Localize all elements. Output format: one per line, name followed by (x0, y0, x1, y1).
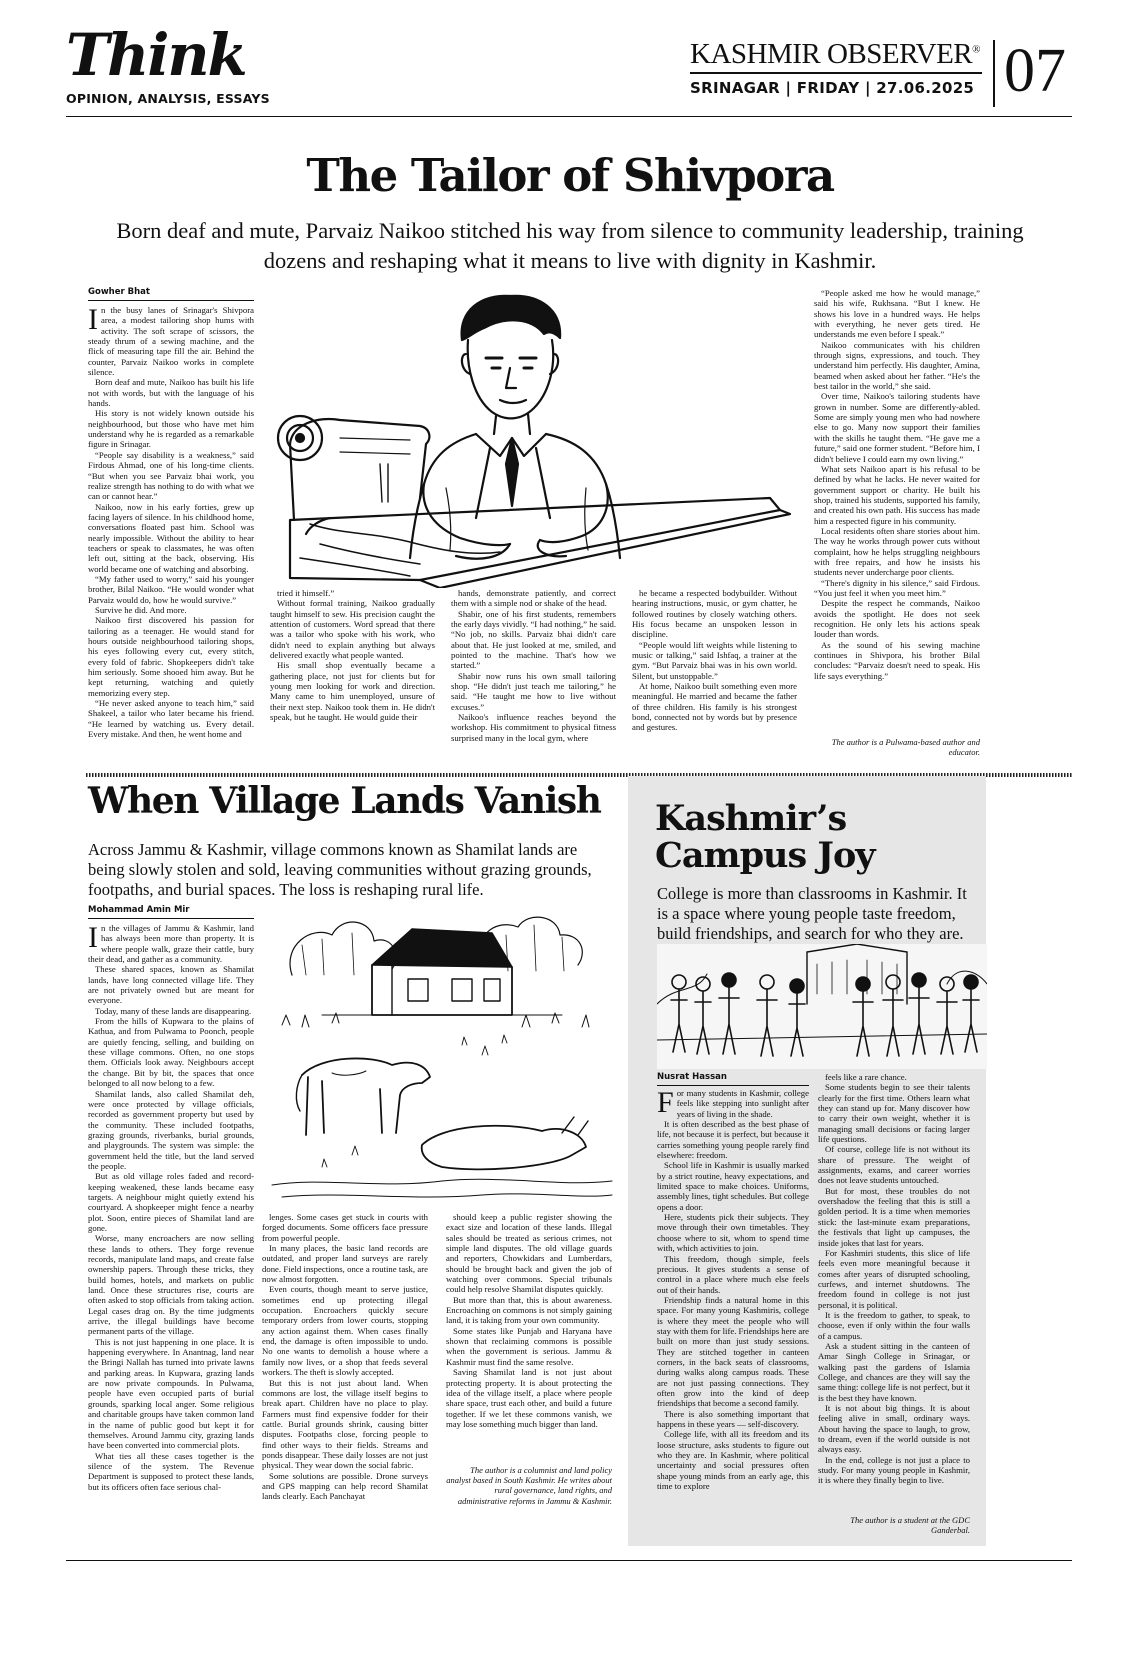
paragraph: For Kashmiri students, this slice of life feels even more meaningful because it comes after years of disrupted schooling, curfews, and internet shutdowns. The freedom found in college is not just personal, it is political. (818, 1247, 970, 1310)
paragraph: But this is not just about land. When commons are lost, the village itself begins to break apart. Children have no place to play. Farmers must find expensive fodder for their cattle. Burial grounds shrink, causing bitter disputes. Footpaths close, forcing people to find other ways to their fields. Streams and ponds disappear. These daily losses are not just physical. They wear down the social fabric. (262, 1377, 428, 1471)
paragraph: he became a respected bodybuilder. Without hearing instructions, music, or gym chatter, he followed routines by closely watching others. His focus became an unspoken lesson in discipline. (632, 588, 797, 640)
column-body (270, 588, 435, 722)
lead-text: n the busy lanes of Srinagar's Shivpora area, a modest tailoring shop hums with activity. The soft scrape of scissors, the steady thrum of a sewing machine, and the flick of measuring tape fill the air. Behind the counter, Parvaiz Naikoo works in complete silence. (88, 305, 254, 378)
paragraph: But as old village roles faded and record-keeping weakened, these lands became easy targets. A neighbour might quietly extend his courtyard. A shopkeeper might fence a nearby plot. Soon, entire pieces of Shamilat land are gone. (88, 1171, 254, 1233)
paragraph: There is also something important that happens in these years — self-discovery. (657, 1408, 809, 1429)
paragraph: hands, demonstrate patiently, and correct them with a simple nod or shake of the head. (451, 588, 616, 609)
paragraph: It is the freedom to gather, to speak, to choose, even if only within the four walls of a campus. (818, 1309, 970, 1341)
paragraph: His story is not widely known outside his neighbourhood, but those who have met him understand why he is regarded as a remarkable figure in Srinagar. (88, 408, 254, 450)
paragraph: Here, students pick their subjects. They move through their own timetables. They choose where to sit, whom to spend time with, which activities to join. (657, 1212, 809, 1254)
paragraph: It is not about big things. It is about feeling alive in small, ordinary ways. About having the space to laugh, to grow, to dream, even if the world outside is not always easy. (818, 1403, 970, 1455)
paragraph: As the sound of his sewing machine continues in Shivpora, his brother Bilal concludes: “Parvaiz doesn't need to speak. His life says everything.” (814, 639, 980, 681)
top-story-column-4 (632, 588, 797, 767)
registered-mark: ® (972, 43, 981, 56)
village-story-author-note: The author is a columnist and land policy analyst based in South Kashmir. He writes about rural governance, land rights, and administrative reforms in Jammu & Kashmir. (446, 1465, 612, 1506)
paragraph: At home, Naikoo built something even more meaningful. He married and became the father of three children. His family is his strongest bond, connected not by words but by presence and gestures. (632, 681, 797, 733)
paragraph: In the end, college is not just a place to study. For many young people in Kashmir, it is where they finally begin to live. (818, 1454, 970, 1486)
masthead-divider (993, 40, 995, 107)
village-story-column-3 (446, 1212, 612, 1452)
column-body (88, 377, 254, 739)
paragraph: It is often described as the best phase of life, not because it is perfect, but because it carries something young people rarely find elsewhere: freedom. (657, 1119, 809, 1161)
campus-story-column-2 (818, 1072, 970, 1504)
village-story-deck: Across Jammu & Kashmir, village commons known as Shamilat lands are being slowly stolen and sold, leaving communities without grazing grounds, footpaths, and burial spaces. The loss is reshaping rural life. (88, 840, 592, 899)
paragraph: Some states like Punjab and Haryana have shown that reclaiming commons is possible when the government is serious. Jammu & Kashmir must find the same resolve. (446, 1325, 612, 1367)
top-story-column-3 (451, 588, 616, 767)
paragraph: But for most, these troubles do not overshadow the feeling that this is still a golden period. It is a time when memories stick: the last-minute exam preparations, the festivals that light up campuses, the inside jokes that last for years. (818, 1185, 970, 1248)
top-story-column-1 (88, 305, 254, 767)
village-story-column-2 (262, 1212, 428, 1550)
paragraph: Shabir now runs his own small tailoring shop. “He didn't just teach me tailoring,” he said. “He taught me how to live without excuses.” (451, 670, 616, 712)
paragraph: Worse, many encroachers are now selling these lands to others. They forge revenue records, manipulate land maps, and create false ownership papers. Through these tricks, they build homes, hotels, and markets on public land. Once these structures rise, courts are often asked to stop officials from taking action. Legal cases drag on. By the time judgments arrive, the illegal buildings have become permanent parts of the village. (88, 1233, 254, 1337)
campus-story-author-note: The author is a student at the GDC Ganderbal. (850, 1515, 970, 1536)
top-story-headline: The Tailor of Shivpora (306, 149, 834, 202)
paragraph: “My father used to worry,” said his younger brother, Bilal Naikoo. “He would wonder what Parvaiz would do, how he would survive.” (88, 573, 254, 605)
paragraph: “He never asked anyone to teach him,” said Shakeel, a tailor who later became his friend. “He learned by watching us. Every detail. Every mistake. And then, he went home and (88, 698, 254, 740)
paragraph: What ties all these cases together is the silence of the system. The Revenue Department is supposed to protect these lands, but its officers often face serious chal- (88, 1450, 254, 1492)
paragraph: Shabir, one of his first students, remembers the early days vividly. “I had nothing,” he said. “No job, no skills. Parvaiz bhai didn't care about that. He just looked at me, smiled, and pointed to the machine. That's how we started.” (451, 608, 616, 671)
paragraph: “There's dignity in his silence,” said Firdous. “You just feel it when you meet him.” (814, 577, 980, 598)
lead-text: or many students in Kashmir, college feels like stepping into sunlight after years of living in the shade. (676, 1088, 809, 1119)
top-story-byline: Gowher Bhat (88, 287, 254, 301)
campus-story-deck: College is more than classrooms in Kashmir. It is a space where young people taste freedom, build friendships, and search for who they are. (657, 884, 967, 944)
paragraph: This is not just happening in one place. It is happening everywhere. In Anantnag, land near the Bringi Nallah has turned into private lawns and parking areas. In Kupwara, grazing lands are now private compounds. In Pulwama, people have even occupied parts of burial grounds, sparking local anger. Some religious and charitable groups have taken common land in the name of public good but kept it for themselves. Around Jammu city, grazing lands have been converted into commercial plots. (88, 1336, 254, 1451)
paragraph: Saving Shamilat land is not just about protecting property. It is about protecting the idea of the village itself, a place where people share space, trust each other, and build a future together. If we let these commons vanish, we may lose something much bigger than land. (446, 1367, 612, 1429)
village-illustration (262, 905, 614, 1205)
paragraph: Over time, Naikoo's tailoring students have grown in number. Some are differently-abled. Some are simply young men who had nowhere else to go. Many now support their families with the skills he taught them. “He gave me a future,” said one former student. “Before him, I didn't believe I could earn my own living.” (814, 391, 980, 464)
paragraph: College life, with all its freedom and its loose structure, asks students to figure out who they are. In Kashmir, where political uncertainty and social pressures often shape young minds from an early age, this time to explore (657, 1429, 809, 1492)
top-story-author-note: The author is a Pulwama-based author and educator. (831, 737, 980, 758)
paragraph: feels like a rare chance. (825, 1072, 907, 1082)
paragraph: Naikoo first discovered his passion for tailoring as a teenager. He would stand for hours outside neighbourhood tailoring shops, his eyes following every cut, every stitch, every fold of fabric. Shopkeepers didn't take him seriously. Some shooed him away. But he kept returning, watching and quietly memorizing every step. (88, 615, 254, 698)
drop-cap: I (88, 923, 98, 954)
column-body (88, 964, 254, 1492)
paragraph: Despite the respect he commands, Naikoo avoids the spotlight. He does not seek recognition. He only lets his actions speak louder than words. (814, 598, 980, 640)
column-body (632, 588, 797, 733)
paragraph: Local residents often share stories about him. The way he works through power cuts without complaint, how he helps struggling neighbours with free repairs, and how he insists his students never undercharge poor clients. (814, 525, 980, 578)
paragraph: Without formal training, Naikoo gradually taught himself to sew. His precision caught the attention of customers. Word spread that there was a tailor who spoke with his work, who didn't need to explain anything but always delivered exactly what people wanted. (270, 598, 435, 661)
column-body (446, 1212, 612, 1429)
paragraph: These shared spaces, known as Shamilat lands, have long connected village life. They are not privately owned but are meant for everyone. (88, 964, 254, 1006)
section-subtitle: OPINION, ANALYSIS, ESSAYS (66, 91, 270, 106)
footer-rule (66, 1560, 1072, 1561)
top-story-column-2 (270, 588, 435, 767)
newspaper-name-text: KASHMIR OBSERVER (690, 38, 973, 70)
paragraph: Some students begin to see their talents clearly for the first time. Others learn what they can stand up for. Many discover how to carry their own weight, whether it is managing small decisions or facing larger life questions. (818, 1082, 970, 1145)
paragraph: Born deaf and mute, Naikoo has built his life not with words, but with the language of his hands. (88, 377, 254, 409)
paragraph: “People asked me how he would manage,” said his wife, Rukhsana. “But I knew. He shows his love in a hundred ways. He helps with everything, he never gets tired. He understands me even before I speak.” (814, 288, 980, 340)
paragraph: His small shop eventually became a gathering place, not just for clients but for young men looking for work and direction. Many came to him unemployed, unsure of their next step. Naikoo took them in. He didn't speak, but he taught. He would guide their (270, 660, 435, 723)
page-number: 07 (1004, 37, 1066, 105)
drop-cap: F (657, 1088, 674, 1119)
column-body (262, 1212, 428, 1502)
masthead-rule (690, 72, 982, 74)
campus-story-byline: Nusrat Hassan (657, 1072, 809, 1086)
paragraph: lenges. Some cases get stuck in courts with forged documents. Some officers face pressure from powerful people. (262, 1212, 428, 1243)
campus-students-illustration (657, 944, 987, 1069)
tailor-illustration (270, 288, 800, 588)
lead-paragraph (657, 1088, 809, 1119)
paragraph: should keep a public register showing the exact size and location of these lands. Illegal sales should be treated as serious crimes, not simple land disputes. The old village guards and reporters, Chowkidars and Lumberdars, should be brought back and given the job of watching over commons. Special tribunals could help resolve Shamilat disputes quickly. (446, 1212, 612, 1295)
column-body (814, 288, 980, 681)
paragraph: But more than that, this is about awareness. Encroaching on commons is not simply gaining land, it is taking from your own community. (446, 1294, 612, 1326)
paragraph: Ask a student sitting in the canteen of Amar Singh College in Srinagar, or walking past the gardens of Islamia College, and chances are they will say the same thing: college life is not perfect, but it is the best they have known. (818, 1340, 970, 1403)
village-story-byline: Mohammad Amin Mir (88, 905, 254, 919)
lead-text: n the villages of Jammu & Kashmir, land has always been more than property. It is where people walk, graze their cattle, bury their dead, and gather as a community. (88, 923, 254, 965)
village-story-headline: When Village Lands Vanish (88, 780, 601, 822)
campus-story-column-1 (657, 1088, 809, 1538)
paragraph: Survive he did. And more. (95, 604, 187, 615)
section-title: Think (66, 21, 246, 89)
campus-story-headline: Kashmir’s Campus Joy (655, 798, 875, 877)
village-story-column-1 (88, 923, 254, 1550)
top-story-deck: Born deaf and mute, Parvaiz Naikoo stitched his way from silence to community leadership, training dozens and reshaping what it means to live with dignity in Kashmir. (116, 218, 1024, 273)
lead-paragraph (88, 923, 254, 964)
paragraph: In many places, the basic land records are outdated, and proper land surveys are rarely done. Field inspections, once a routine task, are now almost forgotten. (262, 1243, 428, 1285)
column-body (451, 588, 616, 743)
paragraph: What sets Naikoo apart is his refusal to be defined by what he lacks. He never waited for government support or charity. He built his shop, trained his students, supported his family, and created his own path. His success has made him a respected figure in his community. (814, 463, 980, 526)
paragraph: Friendship finds a natural home in this space. For many young Kashmiris, college is where they meet the people who will stay with them for life. Friendships here are built on more than just study sessions. They are stitched together in canteen corners, in the back seats of classrooms, during walks along campus roads. These are not just passing connections. They often grow into the kind of deep friendships that become a second family. (657, 1294, 809, 1409)
paragraph: “People would lift weights while listening to music or talking,” said Ishfaq, a trainer at the gym. “But Parvaiz bhai was in his own world. Silent, but unstoppable.” (632, 639, 797, 681)
column-body (818, 1072, 970, 1486)
top-story-column-5 (814, 288, 980, 728)
header-rule (66, 116, 1072, 117)
paragraph: Naikoo, now in his early forties, grew up facing layers of silence. In his childhood home, conversations floated past him. School was nearly impossible. Without the ability to hear teachers or speak to classmates, he was often left out, sitting at the back, observing. His world became one of watching and absorbing. (88, 501, 254, 574)
paragraph: Naikoo's influence reaches beyond the workshop. His commitment to physical fitness surprised many in the local gym, where (451, 712, 616, 743)
paragraph: Today, many of these lands are disappearing. (95, 1005, 252, 1016)
drop-cap: I (88, 305, 98, 336)
newspaper-name (690, 40, 982, 69)
dateline: SRINAGAR | FRIDAY | 27.06.2025 (690, 79, 975, 97)
paragraph: Of course, college life is not without its share of pressure. The weight of assignments, exams, and career worries does not leave students untouched. (818, 1144, 970, 1186)
lead-paragraph (88, 305, 254, 377)
column-body (657, 1119, 809, 1491)
paragraph: “People say disability is a weakness,” said Firdous Ahmad, one of his long-time clients. “But when you see Parvaiz bhai work, you realize strength has nothing to do with what we can or cannot hear.” (88, 449, 254, 502)
paragraph: This freedom, though simple, feels precious. It gives students a sense of control in a place where much else feels out of their hands. (657, 1253, 809, 1295)
paragraph: Even courts, though meant to serve justice, sometimes end up protecting illegal occupation. Encroachers quickly secure temporary orders from lower courts, stopping any action against them. When cases finally end, the damage is often impossible to undo. No one wants to demolish a house where a family now lives, or a shop that feeds several workers. The theft is slowly accepted. (262, 1284, 428, 1378)
paragraph: School life in Kashmir is usually marked by a strict routine, heavy expectations, and limited space to make choices. Uniforms, assembly lines, tight schedules. But college opens a door. (657, 1160, 809, 1212)
paragraph: From the hills of Kupwara to the plains of Kathua, and from Pulwama to Poonch, people are quietly fencing, selling, and building on these village commons. Often, no one stops them. Officials look away. Neighbours accept the change. Bit by bit, the spaces that once belonged to all now belong to a few. (88, 1016, 254, 1089)
paragraph: tried it himself.” (277, 588, 335, 598)
paragraph: Some solutions are possible. Drone surveys and GPS mapping can help record Shamilat lands clearly. Each Panchayat (262, 1470, 428, 1502)
paragraph: Naikoo communicates with his children through signs, expressions, and touch. They understand him perfectly. His daughter, Amina, beamed when asked about her father. “He's the best tailor in the world,” she said. (814, 339, 980, 392)
paragraph: Shamilat lands, also called Shamilat deh, were once protected by village officials, recorded as government property but used by the community. These included footpaths, grazing grounds, riverbanks, burial grounds, and playgrounds. The system was simple: the government held the title, but the land served the people. (88, 1088, 254, 1171)
